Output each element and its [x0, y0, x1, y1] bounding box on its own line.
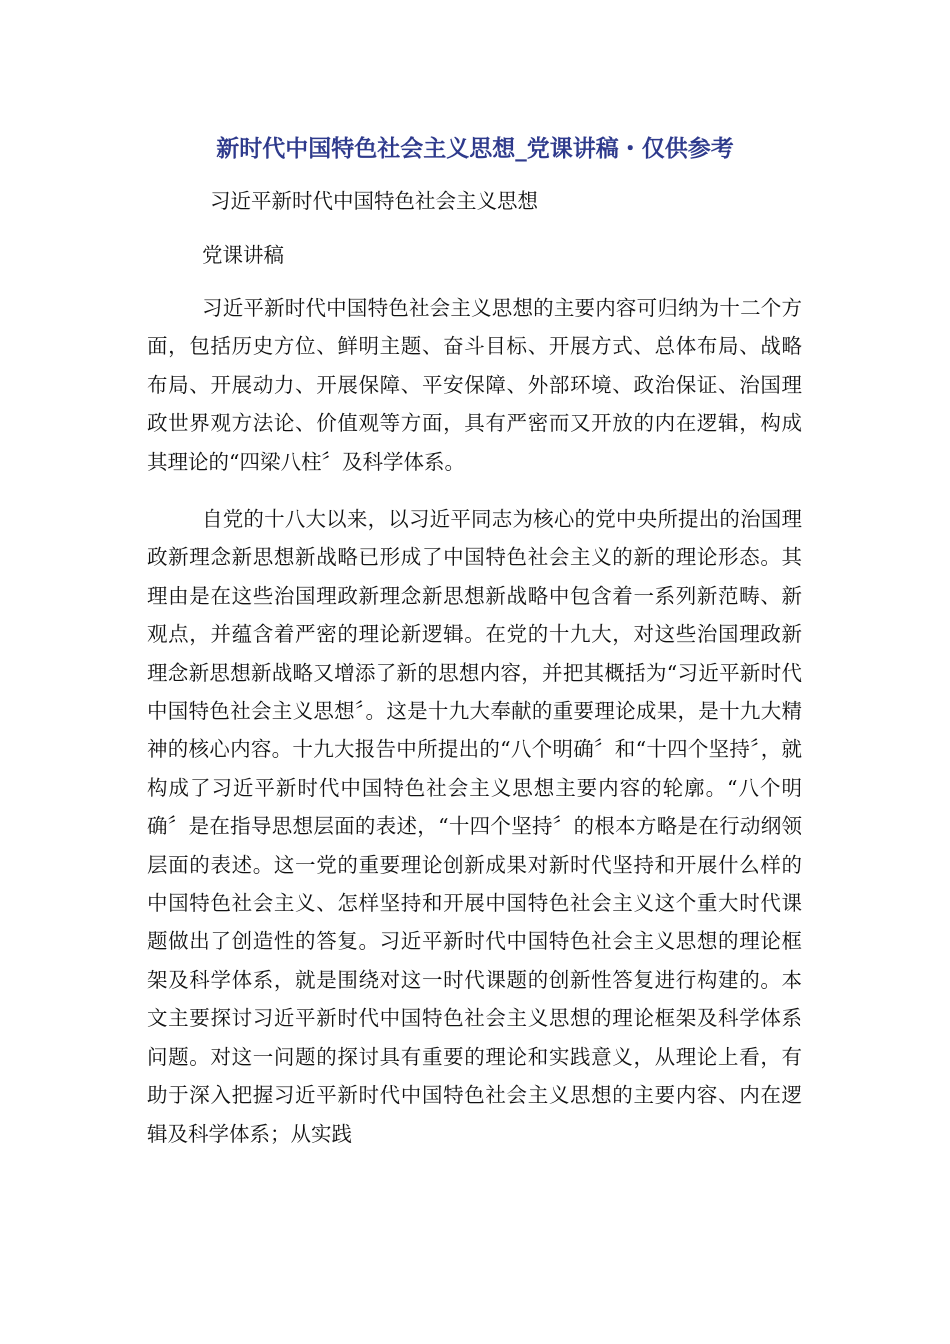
document-label: 党课讲稿 [202, 243, 284, 267]
document-subtitle: 习近平新时代中国特色社会主义思想 [210, 189, 538, 213]
paragraph: 自党的十八大以来，以习近平同志为核心的党中央所提出的治国理政新理念新思想新战略已形成了中国特色社会主义的新的理论形态。其理由是在这些治国理政新理念新思想新战略中包含着一系列新范畴、新观点，并蕴含着严密的理论新逻辑。在党的十九大，对这些治国理政新理念新思想新战略又增添了新的思想内容，并把其概括为“习近平新时代中国特色社会主义思想〞。这是十九大奉献的重要理论成果，是十九大精神的核心内容。十九大报告中所提出的“八个明确〞和“十四个坚持〞，就构成了习近平新时代中国特色社会主义思想主要内容的轮廓。“八个明确〞是在指导思想层面的表述，“十四个坚持〞的根本方略是在行动纲领层面的表述。这一党的重要理论创新成果对新时代坚持和开展什么样的中国特色社会主义、怎样坚持和开展中国特色社会主义这个重大时代课题做出了创造性的答复。习近平新时代中国特色社会主义思想的理论框架及科学体系，就是围绕对这一时代课题的创新性答复进行构建的。本文主要探讨习近平新时代中国特色社会主义思想的理论框架及科学体系问题。对这一问题的探讨具有重要的理论和实践意义，从理论上看，有助于深入把握习近平新时代中国特色社会主义思想的主要内容、内在逻辑及科学体系；从实践 [147, 507, 802, 1146]
paragraph: 习近平新时代中国特色社会主义思想的主要内容可归纳为十二个方面，包括历史方位、鲜明主题、奋斗目标、开展方式、总体布局、战略布局、开展动力、开展保障、平安保障、外部环境、政治保证、治国理政世界观方法论、价值观等方面，具有严密而又开放的内在逻辑，构成其理论的“四梁八柱〞及科学体系。 [147, 296, 802, 474]
document-title: 新时代中国特色社会主义思想_党课讲稿・仅供参考 [216, 136, 734, 162]
